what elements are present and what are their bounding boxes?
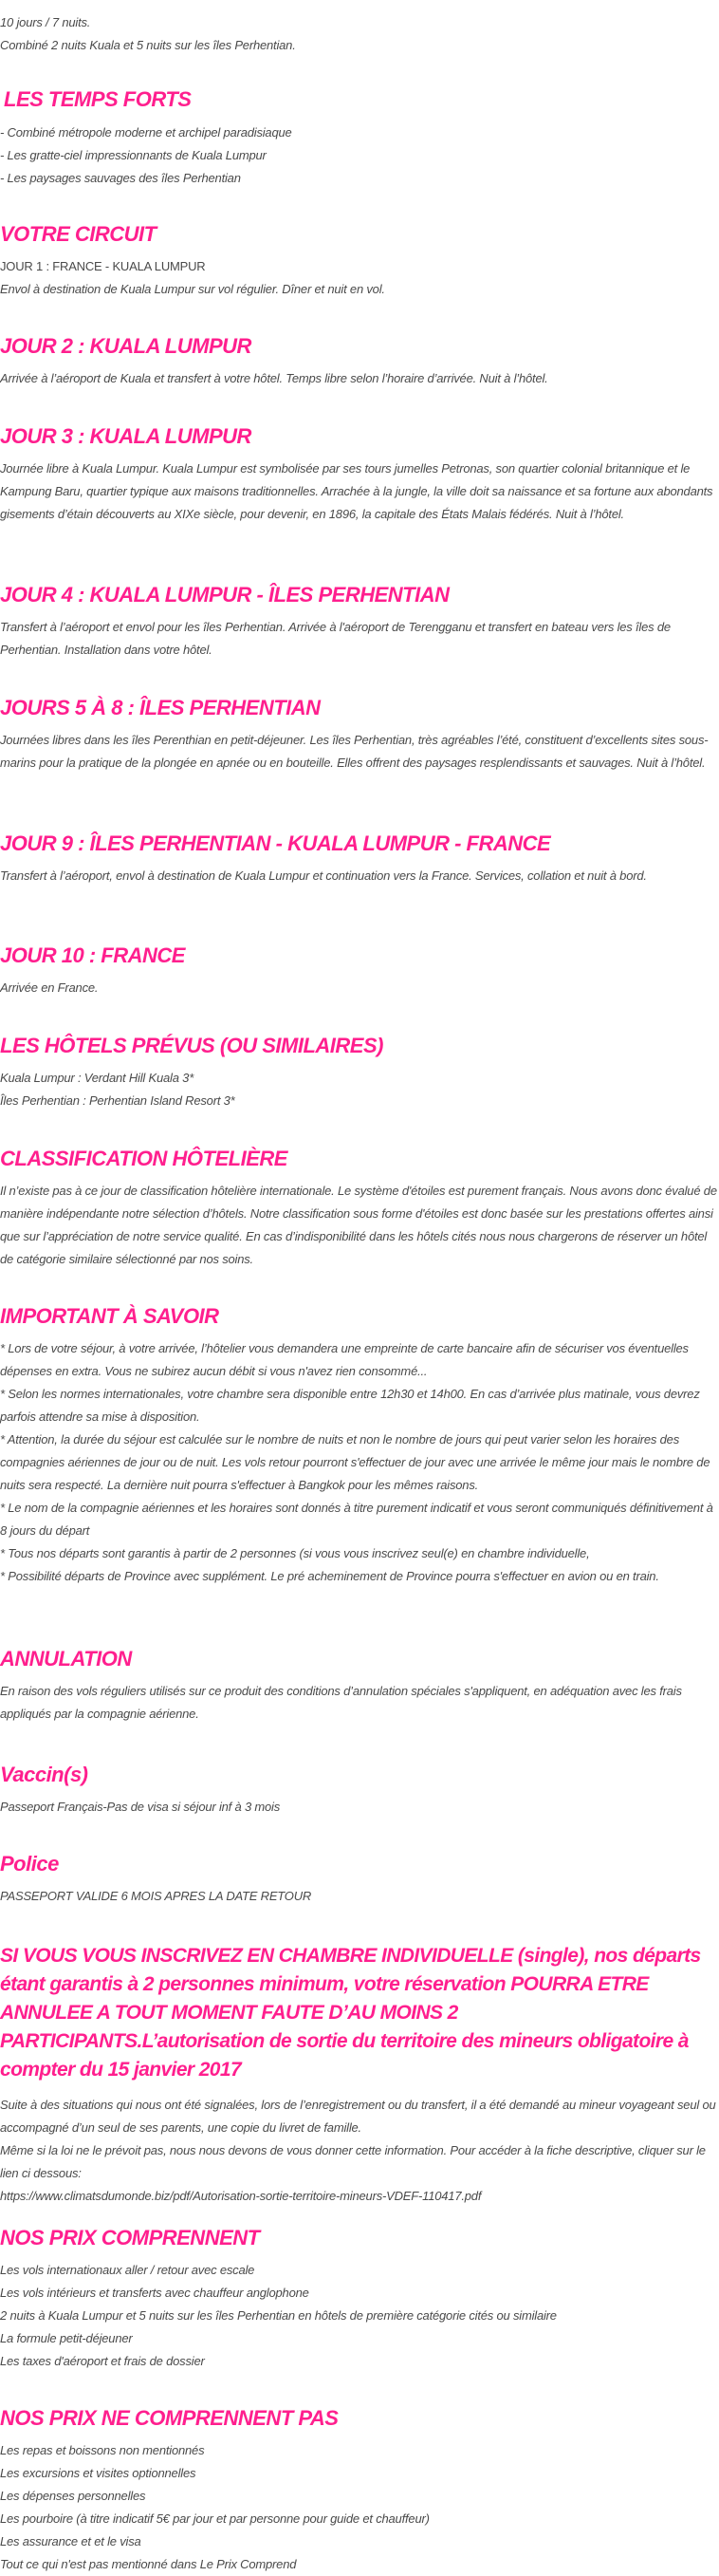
days-5-8-title: JOURS 5 À 8 : ÎLES PERHENTIAN — [0, 696, 321, 719]
day-10-title: JOUR 10 : FRANCE — [0, 943, 185, 967]
day-1-title: JOUR 1 : FRANCE - KUALA LUMPUR — [0, 259, 206, 273]
highlight-item: - Combiné métropole moderne et archipel paradisiaque — [0, 125, 292, 140]
highlight-item: - Les gratte-ciel impressionnants de Kuala Lumpur — [0, 148, 267, 162]
day-1-text: Envol à destination de Kuala Lumpur sur vol régulier. Dîner et nuit en vol. — [0, 282, 385, 296]
important-section — [0, 1304, 719, 1588]
circuit-section — [0, 222, 719, 301]
highlight-item: - Les paysages sauvages des îles Perhentian — [0, 171, 241, 185]
minors-authorization-link[interactable]: https://www.climatsdumonde.biz/pdf/Autorisation-sortie-territoire-mineurs-VDEF-110417.pdf — [0, 2189, 482, 2203]
not-included-item: Les pourboire (à titre indicatif 5€ par jour et par personne pour guide et chauffeur) — [0, 2511, 430, 2526]
circuit-title: VOTRE CIRCUIT — [0, 222, 157, 246]
not-included-title: NOS PRIX NE COMPRENNENT PAS — [0, 2406, 339, 2430]
not-included-item: Tout ce qui n'est pas mentionné dans Le Prix Comprend — [0, 2557, 297, 2571]
highlights-section — [0, 87, 719, 190]
day-4-text: Transfert à l’aéroport et envol pour les îles Perhentian. Arrivée à l'aéroport de Terengganu et transfert en bateau vers les îles de Perhentian. Installation dans votre hôtel. — [0, 620, 671, 657]
single-room-text-1: Suite à des situations qui nous ont été signalées, lors de l’enregistrement ou du transfert, il a été demandé au mineur voyageant seul ou accompagné d’un seul de ses parents, une copie du livret de famille. — [0, 2098, 716, 2135]
included-item: 2 nuits à Kuala Lumpur et 5 nuits sur les îles Perhentian en hôtels de première catégorie cités ou similaire — [0, 2308, 557, 2323]
not-included-item: Les excursions et visites optionnelles — [0, 2466, 196, 2480]
day-10-text: Arrivée en France. — [0, 980, 99, 995]
vaccines-text: Passeport Français-Pas de visa si séjour inf à 3 mois — [0, 1800, 281, 1814]
included-item: Les vols intérieurs et transferts avec chauffeur anglophone — [0, 2286, 309, 2300]
days-5-8-text: Journées libres dans les îles Perenthian en petit-déjeuner. Les îles Perhentian, très agréables l’été, constituent d’excellents sites sous-marins pour la pratique de la plongée en apnée ou en bouteille. Elles offrent des paysages resplendissants et sauvages. Nuit à l’hôtel. — [0, 733, 709, 770]
day-3-text: Journée libre à Kuala Lumpur. Kuala Lumpur est symbolisée par ses tours jumelles Petronas, son quartier colonial britannique et le Kampung Baru, quartier typique aux maisons traditionnelles. Arrachée à la jungle, la ville doit sa naissance et sa fortune aux abondants gisements d’étain découverts au XIXe siècle, pour devenir, en 1896, la capitale des États Malais fédérés. Nuit à l’hôtel. — [0, 461, 713, 521]
vaccines-title: Vaccin(s) — [0, 1763, 88, 1786]
single-room-text-2: Même si la loi ne le prévoit pas, nous nous devons de vous donner cette information. Pour accéder à la fiche descriptive, cliquer sur le lien ci dessous: — [0, 2143, 706, 2180]
hotels-title: LES HÔTELS PRÉVUS (OU SIMILAIRES) — [0, 1034, 383, 1057]
day-2-text: Arrivée à l’aéroport de Kuala et transfert à votre hôtel. Temps libre selon l’horaire d’arrivée. Nuit à l’hôtel. — [0, 371, 548, 385]
intro-section — [0, 11, 719, 57]
not-included-section — [0, 2406, 719, 2576]
single-room-title: SI VOUS VOUS INSCRIVEZ EN CHAMBRE INDIVIDUELLE (single), nos départs étant garantis à 2 personnes minimum, votre réservation POURRA ETRE ANNULEE A TOUT MOMENT FAUTE D’AU MOINS 2 PARTICIPANTS.L’autorisation de sortie du territoire des mineurs obligatoire à compter du 15 janvier 2017 — [0, 1945, 701, 2081]
day-10-section — [0, 943, 719, 999]
day-2-title: JOUR 2 : KUALA LUMPUR — [0, 334, 251, 358]
day-3-section — [0, 424, 719, 526]
important-item: * Attention, la durée du séjour est calculée sur le nombre de nuits et non le nombre de jours qui peut varier selon les horaires des compagnies aériennes de jour ou de nuit. Les vols retour pourront s'effectuer de jour avec une arrivée le même jour mais le nombre de nuits sera respecté. La dernière nuit pourra s'effectuer à Bangkok pour les mêmes raisons. — [0, 1432, 710, 1492]
classification-section — [0, 1147, 719, 1271]
police-section — [0, 1852, 719, 1908]
cancellation-title: ANNULATION — [0, 1647, 132, 1671]
hotel-item: Îles Perhentian : Perhentian Island Resort 3* — [0, 1093, 235, 1108]
hotel-item: Kuala Lumpur : Verdant Hill Kuala 3* — [0, 1071, 194, 1085]
important-title: IMPORTANT À SAVOIR — [0, 1304, 219, 1328]
day-4-section — [0, 583, 719, 662]
day-3-title: JOUR 3 : KUALA LUMPUR — [0, 424, 251, 448]
important-item: * Possibilité départs de Province avec supplément. Le pré acheminement de Province pourra s'effectuer en avion ou en train. — [0, 1569, 659, 1583]
single-room-section — [0, 1942, 719, 2208]
not-included-item: Les repas et boissons non mentionnés — [0, 2443, 205, 2457]
included-title: NOS PRIX COMPRENNENT — [0, 2226, 260, 2249]
day-2-section — [0, 334, 719, 390]
not-included-item: Les assurance et et le visa — [0, 2534, 141, 2548]
important-item: * Lors de votre séjour, à votre arrivée, l’hôtelier vous demandera une empreinte de carte bancaire afin de sécuriser vos éventuelles dépenses en extra. Vous ne subirez aucun débit si vous n'avez rien consommé... — [0, 1341, 689, 1378]
day-9-section — [0, 831, 719, 887]
cancellation-text: En raison des vols réguliers utilisés sur ce produit des conditions d’annulation spéciales s'appliquent, en adéquation avec les frais appliqués par la compagnie aérienne. — [0, 1684, 682, 1721]
hotels-section — [0, 1034, 719, 1112]
important-item: * Le nom de la compagnie aériennes et les horaires sont donnés à titre purement indicatif et vous seront communiqués définitivement à 8 jours du départ — [0, 1501, 713, 1538]
classification-title: CLASSIFICATION HÔTELIÈRE — [0, 1147, 287, 1170]
day-4-title: JOUR 4 : KUALA LUMPUR - ÎLES PERHENTIAN — [0, 583, 450, 607]
classification-text: Il n’existe pas à ce jour de classification hôtelière internationale. Le système d'étoiles est purement français. Nous avons donc évalué de manière indépendante notre sélection d’hôtels. Notre classification sous forme d'étoiles est donc basée sur les prestations offertes ainsi que sur l’appréciation de notre service qualité. En cas d’indisponibilité dans les hôtels cités nous nous chargerons de réserver un hôtel de catégorie similaire sélectionné par nos soins. — [0, 1184, 717, 1266]
vaccines-section — [0, 1763, 719, 1819]
included-item: La formule petit-déjeuner — [0, 2331, 133, 2345]
included-item: Les vols internationaux aller / retour avec escale — [0, 2263, 255, 2277]
trip-combo: Combiné 2 nuits Kuala et 5 nuits sur les îles Perhentian. — [0, 38, 296, 52]
important-item: * Selon les normes internationales, votre chambre sera disponible entre 12h30 et 14h00. En cas d’arrivée plus matinale, vous devrez parfois attendre sa mise à disposition. — [0, 1387, 700, 1424]
police-text: PASSEPORT VALIDE 6 MOIS APRES LA DATE RETOUR — [0, 1889, 312, 1903]
day-9-title: JOUR 9 : ÎLES PERHENTIAN - KUALA LUMPUR - FRANCE — [0, 831, 551, 855]
police-title: Police — [0, 1852, 59, 1876]
important-item: * Tous nos départs sont garantis à partir de 2 personnes (si vous vous inscrivez seul(e) en chambre individuelle, — [0, 1546, 590, 1560]
included-section — [0, 2226, 719, 2373]
highlights-title: LES TEMPS FORTS — [4, 87, 192, 111]
day-9-text: Transfert à l’aéroport, envol à destination de Kuala Lumpur et continuation vers la France. Services, collation et nuit à bord. — [0, 868, 647, 883]
not-included-item: Les dépenses personnelles — [0, 2489, 146, 2503]
cancellation-section — [0, 1647, 719, 1726]
included-item: Les taxes d'aéroport et frais de dossier — [0, 2354, 205, 2368]
trip-duration: 10 jours / 7 nuits. — [0, 15, 91, 29]
days-5-8-section — [0, 696, 719, 775]
